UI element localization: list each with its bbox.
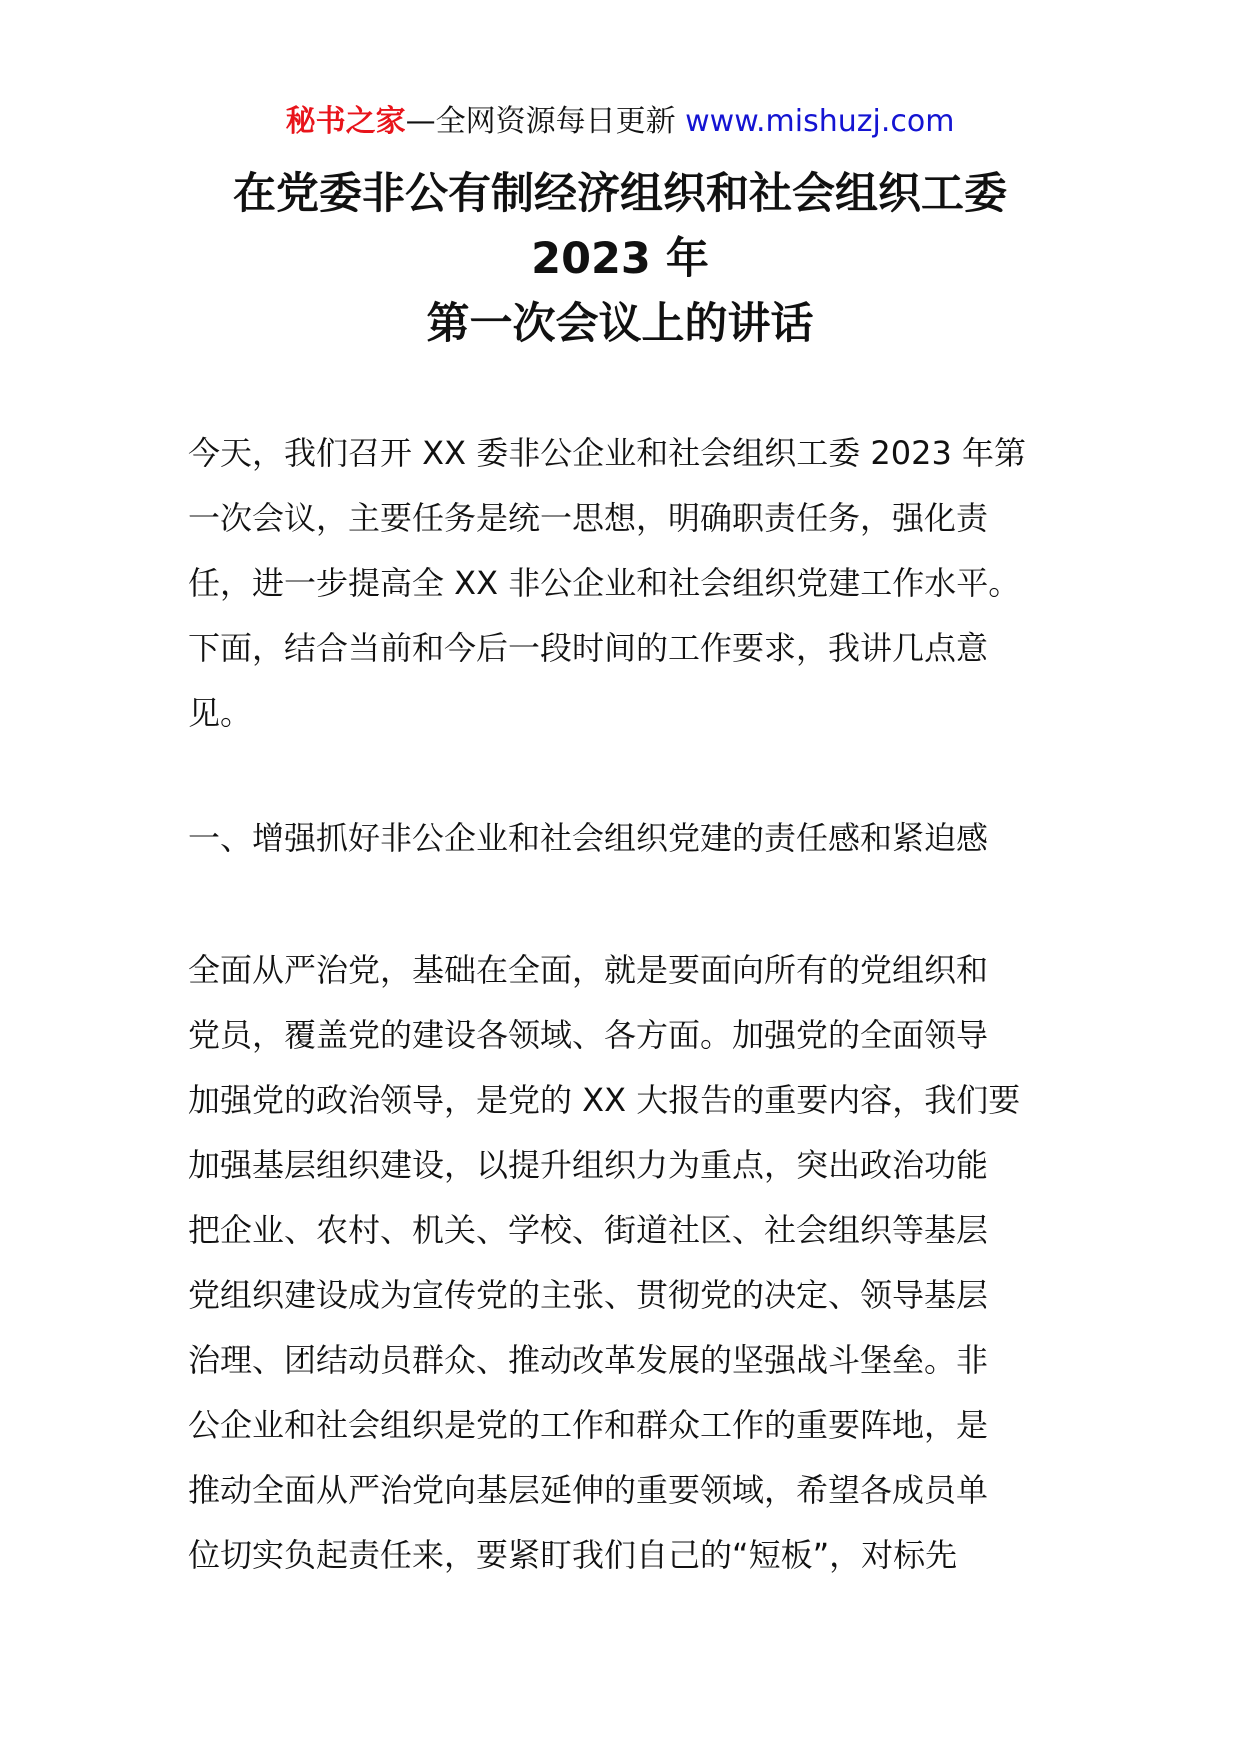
text-line: 下面，结合当前和今后一段时间的工作要求，我讲几点意: [188, 629, 989, 667]
text-line: 任，进一步提高全 XX 非公企业和社会组织党建工作水平。: [188, 564, 1021, 602]
text-line: 把企业、农村、机关、学校、街道社区、社会组织等基层: [188, 1211, 989, 1249]
text-line: 公企业和社会组织是党的工作和群众工作的重要阵地，是: [188, 1406, 989, 1444]
document-title: [0, 162, 1240, 357]
site-url-link[interactable]: www.mishuzj.com: [685, 104, 955, 139]
title-line-2: 2023 年: [531, 234, 709, 284]
text-line: 全面从严治党，基础在全面，就是要面向所有的党组织和: [188, 951, 989, 989]
text-line: 加强基层组织建设，以提升组织力为重点，突出政治功能: [188, 1146, 989, 1184]
text-line: 党员，覆盖党的建设各领域、各方面。加强党的全面领导: [188, 1016, 989, 1054]
intro-paragraph: [188, 421, 1058, 746]
text-line: 见。: [188, 694, 253, 732]
text-line: 位切实负起责任来，要紧盯我们自己的“短板”，对标先: [188, 1536, 958, 1574]
title-line-3: 第一次会议上的讲话: [426, 299, 814, 349]
text-line: 今天，我们召开 XX 委非公企业和社会组织工委 2023 年第: [188, 434, 1026, 472]
site-header: [0, 100, 1240, 144]
title-line-1: 在党委非公有制经济组织和社会组织工委: [233, 169, 1007, 219]
text-line: 一次会议，主要任务是统一思想，明确职责任务，强化责: [188, 499, 989, 537]
section-1-paragraph: [188, 938, 1058, 1588]
text-line: 党组织建设成为宣传党的主张、贯彻党的决定、领导基层: [188, 1276, 989, 1314]
site-brand: 秘书之家: [285, 104, 406, 139]
section-heading-1: 一、增强抓好非公企业和社会组织党建的责任感和紧迫感: [188, 819, 989, 857]
text-line: 推动全面从严治党向基层延伸的重要领域，希望各成员单: [188, 1471, 989, 1509]
text-line: 加强党的政治领导，是党的 XX 大报告的重要内容，我们要: [188, 1081, 1021, 1119]
text-line: 治理、团结动员群众、推动改革发展的坚强战斗堡垒。非: [188, 1341, 989, 1379]
site-tagline: —全网资源每日更新: [405, 104, 686, 139]
